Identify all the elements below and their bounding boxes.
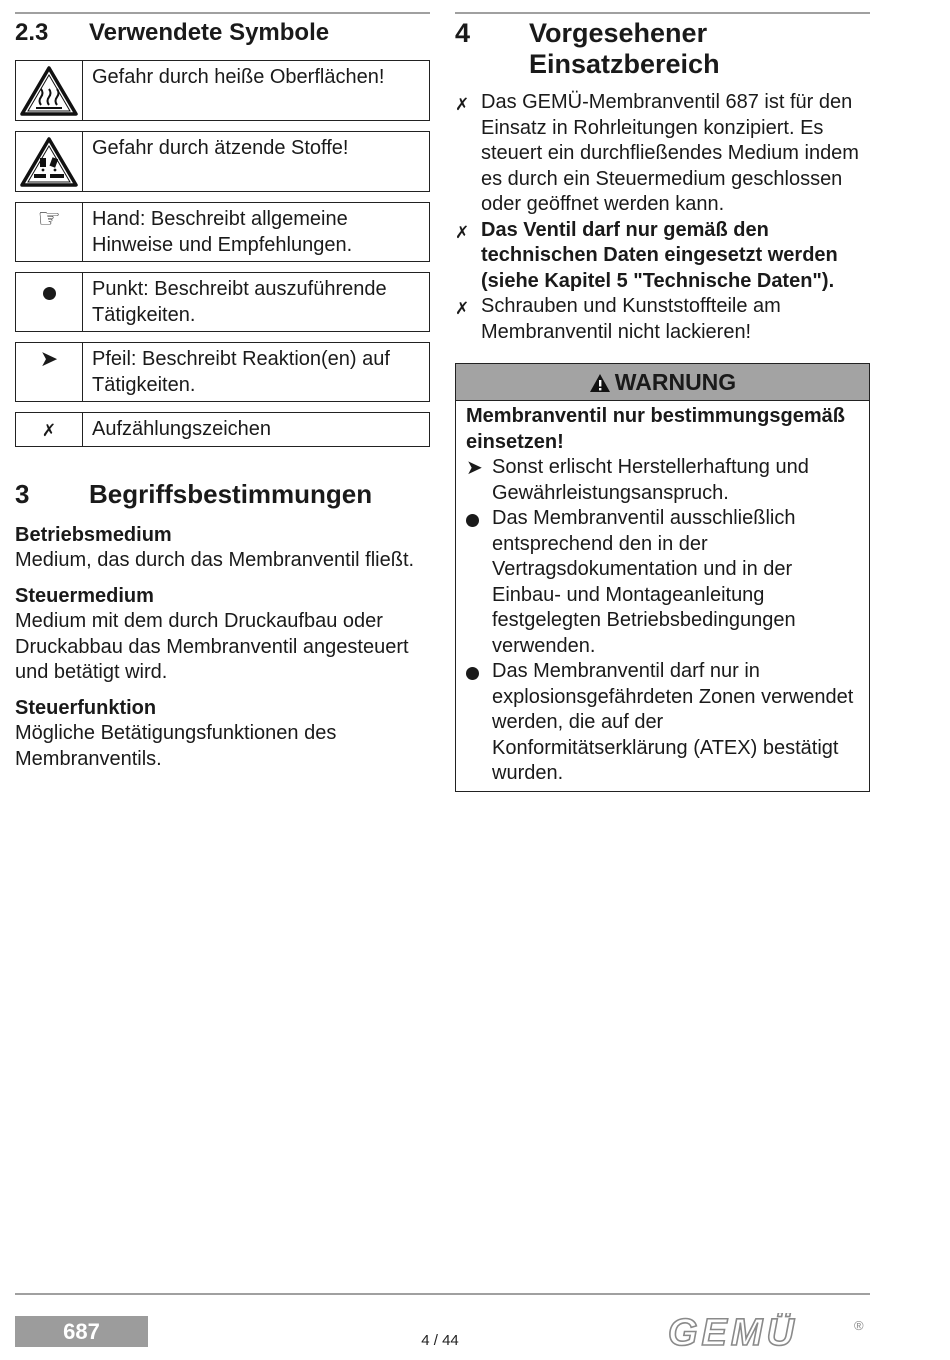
symbol-description: Pfeil: Beschreibt Reaktion(en) auf Tätigkeiten. (92, 348, 390, 396)
corrosive-warning-icon (16, 132, 83, 191)
svg-text:GEMÜ: GEMÜ (668, 1313, 798, 1353)
section-number: 4 (455, 18, 471, 48)
list-item-text: Schrauben und Kunststoffteile am Membranventil nicht lackieren! (481, 295, 781, 343)
usage-list (455, 90, 870, 345)
list-item-text: Das GEMÜ-Membranventil 687 ist für den Einsatz in Rohrleitungen konzipiert. Es steuert ein durchfließendes Medium indem es durch ein Steuermedium geschlossen oder geöffnet werden kann. (481, 91, 859, 215)
list-item-text: Das Ventil darf nur gemäß den technischen Daten eingesetzt werden (siehe Kapitel 5 "Technische Daten"). (481, 218, 838, 292)
warning-item-text: Das Membranventil ausschließlich entsprechend den in der Vertragsdokumentation und in der Einbau- und Montageanleitung festgelegten Betriebsbedingungen verwenden. (492, 507, 796, 657)
section-title-line: Einsatzbereich (529, 49, 720, 79)
symbol-row (15, 60, 430, 121)
left-column (15, 18, 430, 772)
symbol-row (15, 342, 430, 402)
bullet-point-icon (466, 659, 492, 787)
section-number: 2.3 (15, 19, 49, 46)
symbol-description: Punkt: Beschreibt auszuführende Tätigkeiten. (92, 278, 387, 326)
product-badge: 687 (15, 1316, 148, 1347)
symbol-row (15, 202, 430, 262)
section-title (529, 18, 720, 80)
warning-item-text: Das Membranventil darf nur in explosionsgefährdeten Zonen verwendet werden, die auf der Konformitätserklärung (ATEX) bestätigt wurden. (492, 660, 854, 784)
bullet-point-icon (466, 506, 492, 659)
symbol-row (15, 131, 430, 192)
warning-item (466, 455, 859, 506)
hot-surface-warning-icon (16, 61, 83, 120)
bullet-point-icon (16, 273, 83, 331)
list-mark-icon: ✗ (16, 413, 83, 446)
list-item (455, 294, 870, 345)
list-item (455, 218, 870, 295)
section-title-line: Vorgesehener (529, 18, 708, 48)
section-2-3-heading (15, 18, 430, 48)
section-title: Begriffsbestimmungen (89, 478, 373, 509)
top-rule (15, 12, 430, 14)
warning-item-text: Sonst erlischt Herstellerhaftung und Gewährleistungsanspruch. (492, 456, 809, 504)
list-mark-icon: ✗ (455, 222, 470, 242)
definition-term: Betriebsmedium (15, 523, 172, 546)
symbol-description: Gefahr durch heiße Oberflächen! (92, 66, 385, 88)
definition-text: Medium mit dem durch Druckaufbau oder Druckabbau das Membranventil angesteuert und betätigt wird. (15, 610, 409, 683)
symbol-table (15, 60, 430, 447)
section-3-heading (15, 479, 430, 509)
section-number: 3 (15, 478, 30, 509)
symbol-row (15, 412, 430, 447)
definition-text: Medium, das durch das Membranventil fließt. (15, 549, 415, 571)
definition-term: Steuerfunktion (15, 696, 157, 719)
gemu-logo (668, 1313, 868, 1358)
arrow-icon: ➤ (466, 455, 483, 479)
warning-item (466, 506, 859, 659)
definition-term: Steuermedium (15, 584, 154, 607)
right-column (455, 18, 870, 792)
symbol-description: Gefahr durch ätzende Stoffe! (92, 137, 349, 159)
warning-item (466, 659, 859, 787)
section-4-heading (455, 18, 870, 80)
warning-label: WARNUNG (614, 369, 737, 395)
pointing-hand-icon: ☞ (16, 203, 83, 261)
list-mark-icon: ✗ (455, 299, 470, 318)
footer-rule (15, 1293, 870, 1295)
symbol-row (15, 272, 430, 332)
arrow-icon: ➤ (16, 343, 83, 401)
svg-text:®: ® (854, 1318, 864, 1333)
list-item (455, 90, 870, 218)
symbol-description: Hand: Beschreibt allgemeine Hinweise und Empfehlungen. (92, 208, 353, 256)
definitions (15, 523, 430, 773)
warning-header (456, 364, 869, 401)
warning-title: Membranventil nur bestimmungsgemäß einsetzen! (466, 405, 845, 453)
warning-triangle-icon (589, 373, 611, 393)
section-title: Verwendete Symbole (89, 19, 330, 46)
list-mark-icon: ✗ (455, 95, 470, 114)
page-number: 4 / 44 (421, 1332, 459, 1349)
warning-body (456, 401, 869, 791)
symbol-description: Aufzählungszeichen (92, 418, 272, 440)
warning-box (455, 363, 870, 792)
top-rule-right (455, 12, 870, 14)
definition-text: Mögliche Betätigungsfunktionen des Membranventils. (15, 722, 337, 770)
